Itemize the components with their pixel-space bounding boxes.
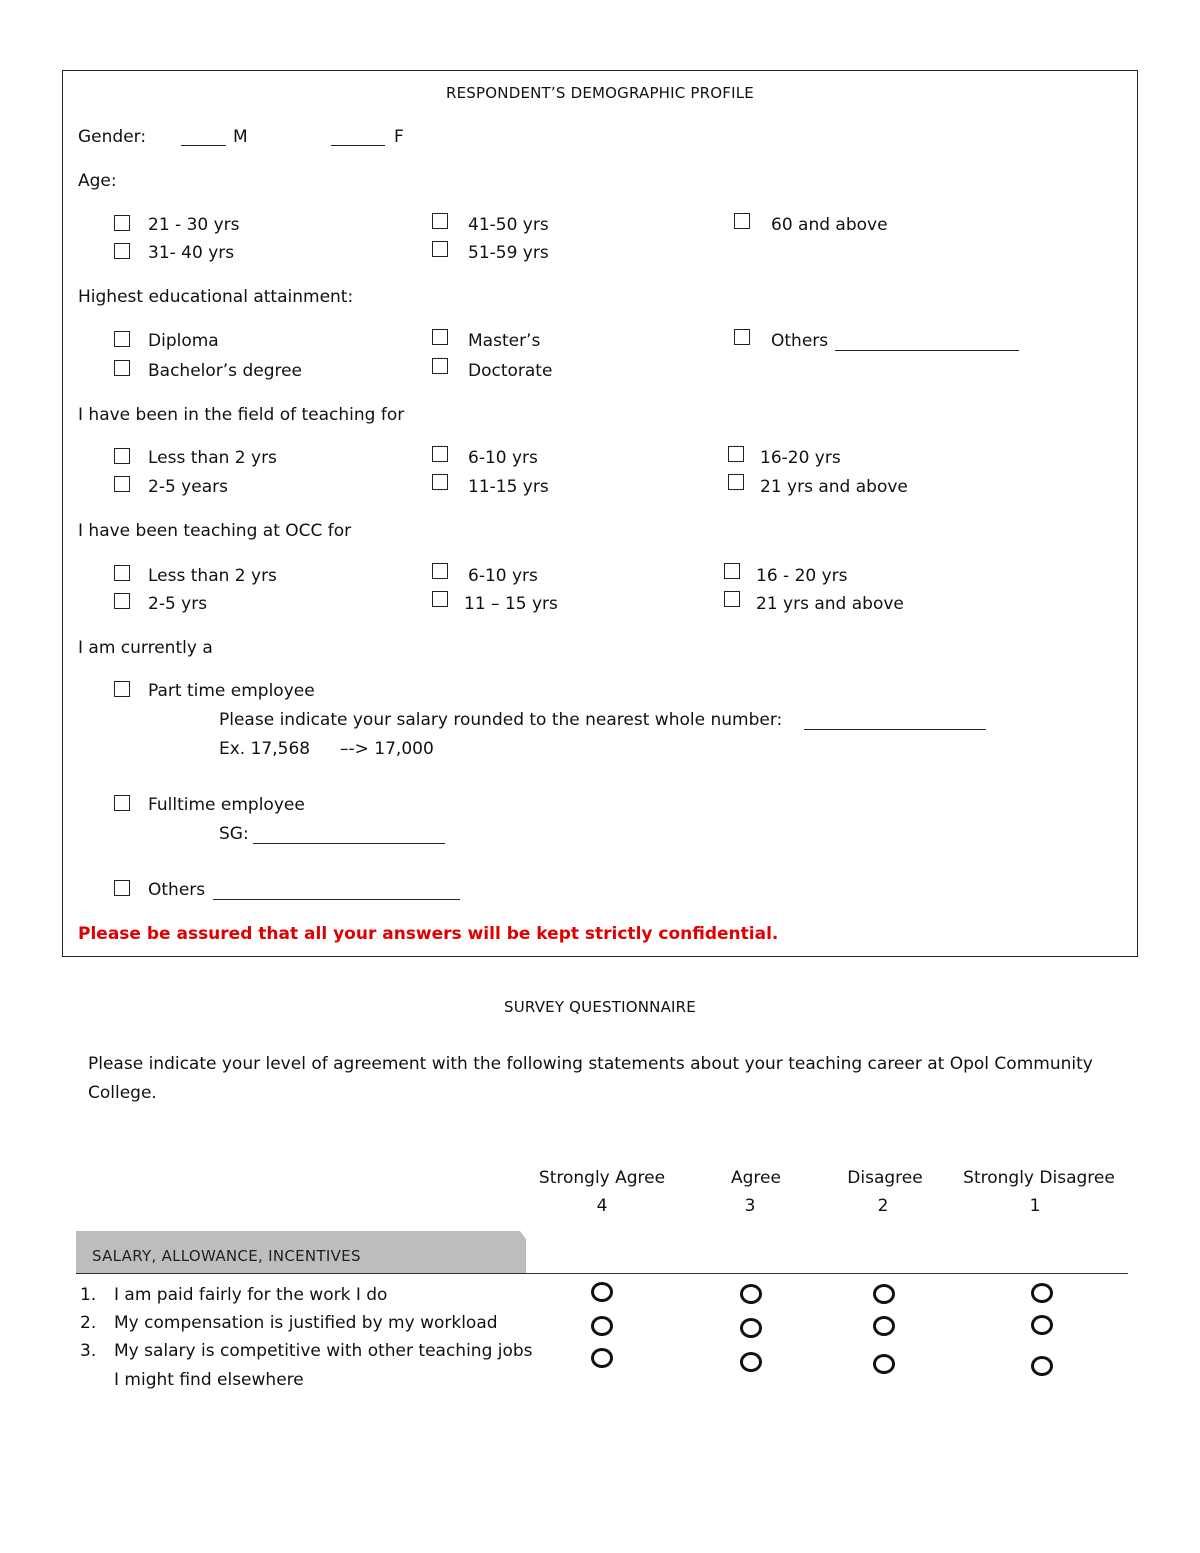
item-1-text: I am paid fairly for the work I do [114, 1285, 388, 1305]
item-3-number: 3. [80, 1341, 97, 1361]
field-2-5-checkbox[interactable] [114, 476, 130, 492]
scale-strongly-agree-label: Strongly Agree [538, 1168, 666, 1188]
education-masters-label: Master’s [468, 331, 541, 351]
fulltime-label: Fulltime employee [148, 795, 305, 815]
scale-strongly-disagree-label: Strongly Disagree [963, 1168, 1115, 1188]
education-others-checkbox[interactable] [734, 329, 750, 345]
survey-instruction-line1: Please indicate your level of agreement with the following statements about your teaching career at Opol Community [88, 1054, 1093, 1074]
occ-2-5-label: 2-5 yrs [148, 594, 208, 614]
part-time-label: Part time employee [148, 681, 315, 701]
survey-title: SURVEY QUESTIONNAIRE [504, 998, 696, 1016]
item-1-number: 1. [80, 1285, 97, 1305]
gender-male-blank[interactable] [181, 129, 226, 146]
age-60-above-label: 60 and above [771, 215, 888, 235]
item-2-strongly-agree-radio[interactable] [591, 1316, 613, 1336]
item-3-agree-radio[interactable] [740, 1352, 762, 1372]
employment-others-blank[interactable] [213, 883, 460, 900]
education-diploma-label: Diploma [148, 331, 219, 351]
age-41-50-checkbox[interactable] [432, 213, 448, 229]
item-1-disagree-radio[interactable] [873, 1284, 895, 1304]
item-3-strongly-agree-radio[interactable] [591, 1348, 613, 1368]
salary-prompt: Please indicate your salary rounded to the nearest whole number: [219, 710, 783, 730]
education-masters-checkbox[interactable] [432, 329, 448, 345]
gender-male-label: M [233, 127, 248, 147]
education-bachelors-label: Bachelor’s degree [148, 361, 303, 381]
age-label: Age: [78, 171, 117, 191]
section-rule [76, 1273, 1128, 1274]
education-others-blank[interactable] [835, 334, 1019, 351]
occ-6-10-label: 6-10 yrs [468, 566, 538, 586]
item-3-text-cont: I might find elsewhere [114, 1370, 304, 1390]
item-2-number: 2. [80, 1313, 97, 1333]
profile-title: RESPONDENT’S DEMOGRAPHIC PROFILE [446, 84, 754, 102]
item-1-strongly-disagree-radio[interactable] [1031, 1283, 1053, 1303]
scale-strongly-agree-value: 4 [596, 1196, 608, 1216]
confidential-note: Please be assured that all your answers will be kept strictly confidential. [78, 924, 779, 944]
education-others-label: Others [771, 331, 829, 351]
item-3-disagree-radio[interactable] [873, 1354, 895, 1374]
education-diploma-checkbox[interactable] [114, 331, 130, 347]
employment-label: I am currently a [78, 638, 213, 658]
field-less-2-checkbox[interactable] [114, 448, 130, 464]
gender-female-label: F [394, 127, 404, 147]
fulltime-checkbox[interactable] [114, 795, 130, 811]
part-time-checkbox[interactable] [114, 681, 130, 697]
age-51-59-checkbox[interactable] [432, 241, 448, 257]
education-bachelors-checkbox[interactable] [114, 360, 130, 376]
age-41-50-label: 41-50 yrs [468, 215, 549, 235]
field-2-5-label: 2-5 years [148, 477, 228, 497]
scale-agree-value: 3 [744, 1196, 756, 1216]
education-doctorate-checkbox[interactable] [432, 358, 448, 374]
age-31-40-label: 31- 40 yrs [148, 243, 235, 263]
item-2-agree-radio[interactable] [740, 1318, 762, 1338]
gender-female-blank[interactable] [331, 129, 385, 146]
occ-2-5-checkbox[interactable] [114, 593, 130, 609]
occ-6-10-checkbox[interactable] [432, 563, 448, 579]
scale-disagree-label: Disagree [847, 1168, 923, 1188]
field-21-above-label: 21 yrs and above [760, 477, 908, 497]
occ-21-above-label: 21 yrs and above [756, 594, 904, 614]
field-6-10-label: 6-10 yrs [468, 448, 538, 468]
age-31-40-checkbox[interactable] [114, 243, 130, 259]
occ-11-15-label: 11 – 15 yrs [464, 594, 558, 614]
field-16-20-checkbox[interactable] [728, 446, 744, 462]
scale-disagree-value: 2 [877, 1196, 889, 1216]
occ-16-20-checkbox[interactable] [724, 563, 740, 579]
age-60-above-checkbox[interactable] [734, 213, 750, 229]
occ-less-2-checkbox[interactable] [114, 565, 130, 581]
teaching-occ-label: I have been teaching at OCC for [78, 521, 352, 541]
scale-agree-label: Agree [731, 1168, 781, 1188]
age-21-30-checkbox[interactable] [114, 215, 130, 231]
item-2-strongly-disagree-radio[interactable] [1031, 1315, 1053, 1335]
occ-21-above-checkbox[interactable] [724, 591, 740, 607]
sg-input-blank[interactable] [253, 827, 445, 844]
item-3-strongly-disagree-radio[interactable] [1031, 1356, 1053, 1376]
employment-others-label: Others [148, 880, 206, 900]
salary-input-blank[interactable] [804, 713, 986, 730]
education-doctorate-label: Doctorate [468, 361, 553, 381]
field-11-15-label: 11-15 yrs [468, 477, 549, 497]
item-2-disagree-radio[interactable] [873, 1316, 895, 1336]
age-51-59-label: 51-59 yrs [468, 243, 549, 263]
sg-label: SG: [219, 824, 249, 844]
occ-less-2-label: Less than 2 yrs [148, 566, 277, 586]
occ-11-15-checkbox[interactable] [432, 591, 448, 607]
salary-example-arrow: –-> 17,000 [340, 739, 434, 759]
education-label: Highest educational attainment: [78, 287, 354, 307]
field-21-above-checkbox[interactable] [728, 474, 744, 490]
age-21-30-label: 21 - 30 yrs [148, 215, 240, 235]
item-3-text: My salary is competitive with other teaching jobs [114, 1341, 533, 1361]
item-1-agree-radio[interactable] [740, 1284, 762, 1304]
field-16-20-label: 16-20 yrs [760, 448, 841, 468]
scale-strongly-disagree-value: 1 [1029, 1196, 1041, 1216]
section-title: SALARY, ALLOWANCE, INCENTIVES [92, 1247, 361, 1265]
item-2-text: My compensation is justified by my workload [114, 1313, 498, 1333]
item-1-strongly-agree-radio[interactable] [591, 1282, 613, 1302]
salary-example-value: Ex. 17,568 [219, 739, 311, 759]
survey-instruction-line2: College. [88, 1083, 157, 1103]
occ-16-20-label: 16 - 20 yrs [756, 566, 848, 586]
field-less-2-label: Less than 2 yrs [148, 448, 277, 468]
teaching-field-label: I have been in the field of teaching for [78, 405, 405, 425]
field-11-15-checkbox[interactable] [432, 474, 448, 490]
field-6-10-checkbox[interactable] [432, 446, 448, 462]
gender-label: Gender: [78, 127, 147, 147]
employment-others-checkbox[interactable] [114, 880, 130, 896]
